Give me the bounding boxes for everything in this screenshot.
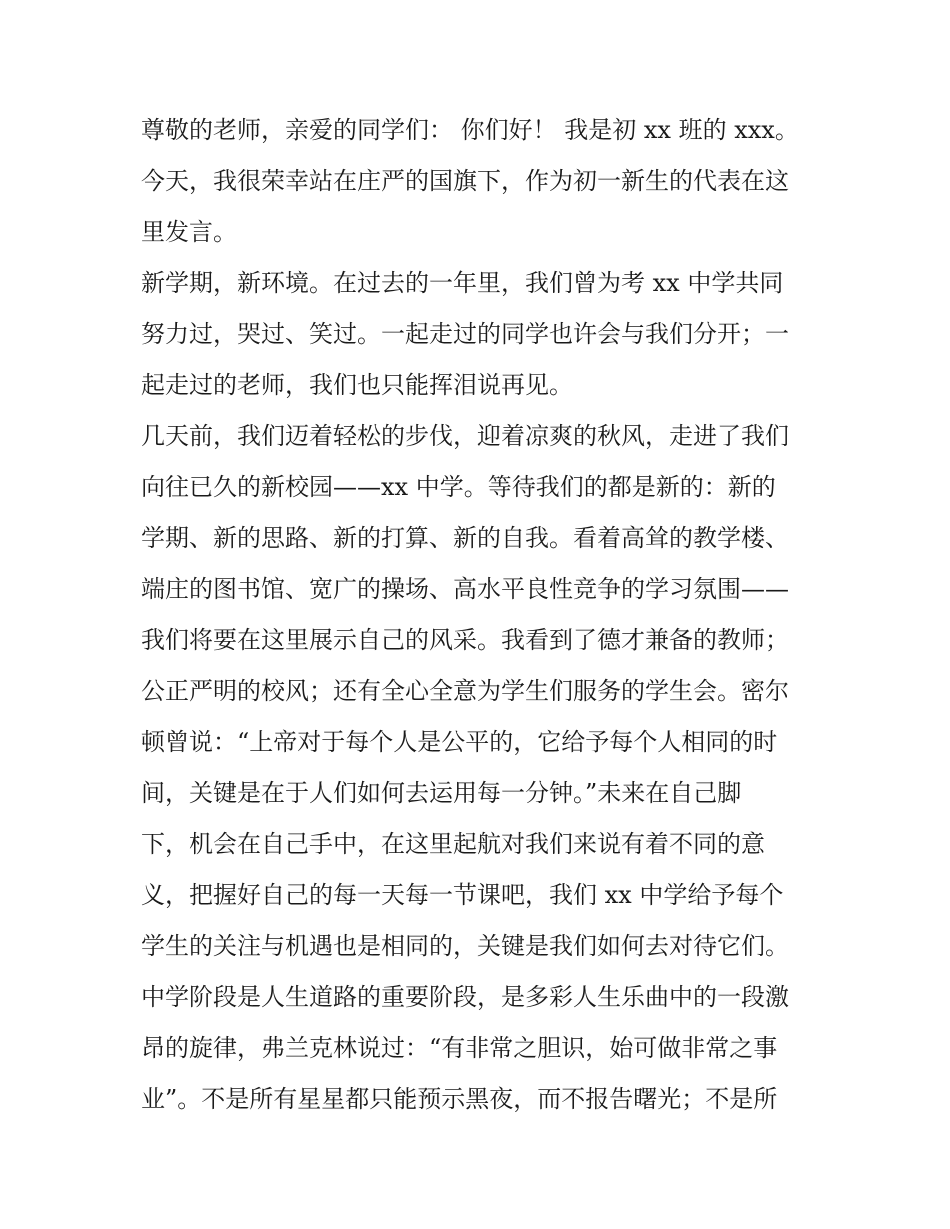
text-line: 我们将要在这里展示自己的风采。我看到了德才兼备的教师； — [141, 626, 789, 654]
text-line: 尊敬的老师，亲爱的同学们： 你们好！ 我是初 xx 班的 xxx。 — [141, 116, 799, 144]
text-line: 义，把握好自己的每一天每一节课吧，我们 xx 中学给予每个 — [141, 881, 784, 909]
speech-text — [141, 105, 821, 1125]
text-line: 学期、新的思路、新的打算、新的自我。看着高耸的教学楼、 — [141, 524, 789, 552]
text-line: 间，关键是在于人们如何去运用每一分钟。”未来在自己脚 — [141, 779, 742, 807]
text-line: 端庄的图书馆、宽广的操场、高水平良性竞争的学习氛围—— — [141, 575, 789, 603]
text-line: 业”。不是所有星星都只能预示黑夜，而不报告曙光；不是所 — [141, 1085, 778, 1113]
text-line: 起走过的老师，我们也只能挥泪说再见。 — [141, 371, 573, 399]
text-line: 新学期，新环境。在过去的一年里，我们曾为考 xx 中学共同 — [141, 269, 784, 297]
text-line: 今天，我很荣幸站在庄严的国旗下，作为初一新生的代表在这 — [141, 167, 789, 195]
text-line: 努力过，哭过、笑过。一起走过的同学也许会与我们分开；一 — [141, 320, 789, 348]
text-line: 学生的关注与机遇也是相同的，关键是我们如何去对待它们。 — [141, 932, 789, 960]
text-line: 向往已久的新校园——xx 中学。等待我们的都是新的：新的 — [141, 473, 776, 501]
text-line: 几天前，我们迈着轻松的步伐，迎着凉爽的秋风，走进了我们 — [141, 422, 789, 450]
text-line: 里发言。 — [141, 218, 237, 246]
text-line: 昂的旋律，弗兰克林说过：“有非常之胆识，始可做非常之事 — [141, 1034, 778, 1062]
text-line: 中学阶段是人生道路的重要阶段，是多彩人生乐曲中的一段激 — [141, 983, 789, 1011]
text-line: 顿曾说：“上帝对于每个人是公平的，它给予每个人相同的时 — [141, 728, 778, 756]
text-line: 公正严明的校风；还有全心全意为学生们服务的学生会。密尔 — [141, 677, 789, 705]
text-line: 下，机会在自己手中，在这里起航对我们来说有着不同的意 — [141, 830, 765, 858]
